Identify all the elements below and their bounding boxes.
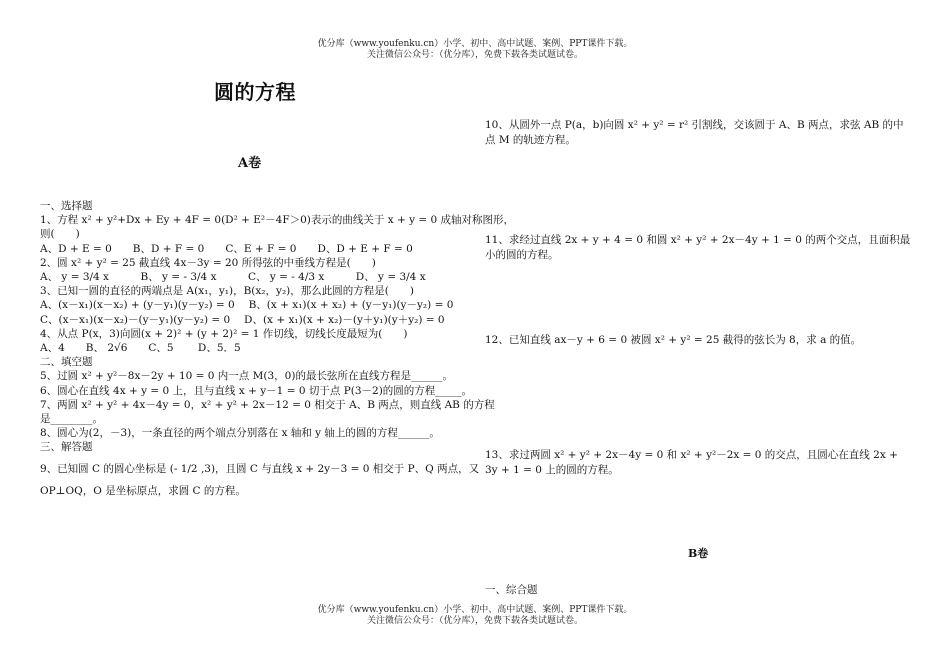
question-4: 4、从点 P(x，3)向圆(x + 2)² + (y + 2)² = 1 作切线，切线长度最短为( ) [40, 327, 408, 340]
question-4-options: A、4 B、 2√6 C、5 D、5．5 [40, 342, 241, 355]
question-3: 3、已知一圆的直径的两端点是 A(x₁，y₁)，B(x₂，y₂)，那么此圆的方程是( ) [40, 285, 414, 298]
question-6: 6、圆心在直线 4x + y = 0 上，且与直线 x + y－1 = 0 切于点 P(3－2)的圆的方程_____。 [40, 384, 473, 397]
question-7-cont: 是________。 [40, 413, 103, 426]
section-heading-answer: 三、解答题 [40, 441, 93, 454]
question-9-cont: OP⊥OQ，O 是坐标原点，求圆 C 的方程。 [40, 484, 246, 497]
question-3-options-cd: C、(x－x₁)(x－x₂)－(y－y₁)(y－y₂) = 0 D、(x + x₁)(x + x₂)－(y＋y₁)(y＋y₂) = 0 [40, 313, 445, 326]
volume-b-heading: B卷 [688, 547, 709, 560]
question-11: 11、求经过直线 2x + y + 4 = 0 和圆 x² + y² + 2x－4y + 1 = 0 的两个交点，且面积最小的圆的方程。 [485, 234, 911, 261]
question-8: 8、圆心为(2，－3)，一条直径的两个端点分别落在 x 轴和 y 轴上的圆的方程______。 [40, 427, 440, 440]
header-line-2: 关注微信公众号：（优分库），免费下载各类试题试卷。 [366, 50, 583, 60]
section-heading-comprehensive: 一、综合题 [485, 584, 538, 596]
question-2-options: A、 y = 3/4 x B、 y = - 3/4 x C、 y = - 4/3 x D、 y = 3/4 x [40, 271, 426, 284]
question-13: 13、求过两圆 x² + y² + 2x－4y = 0 和 x² + y²－2x = 0 的交点，且圆心在直线 2x + 3y + 1 = 0 上的圆的方程。 [485, 449, 898, 476]
question-1-options: A、D + E = 0 B、D + F = 0 C、E + F = 0 D、D + E + F = 0 [40, 242, 413, 255]
section-heading-choice: 一、选择题 [40, 200, 93, 212]
question-1: 1、方程 x² + y²+Dx + Ey + 4F = 0(D² + E²－4F＞0)表示的曲线关于 x + y = 0 成轴对称图形， [40, 214, 515, 227]
volume-a-heading: A卷 [238, 156, 262, 171]
header-line-1: 优分库（www.youfenku.cn）小学、初中、高中试题、案例、PPT课件下载。 [317, 39, 633, 49]
question-10: 10、从圆外一点 P(a，b)向圆 x² + y² = r² 引割线，交该圆于 A、B 两点，求弦 AB 的中点 M 的轨迹方程。 [485, 119, 904, 146]
question-3-options-ab: A、(x－x₁)(x－x₂) + (y－y₁)(y－y₂) = 0 B、(x + x₁)(x + x₂) + (y－y₁)(y－y₂) = 0 [40, 299, 454, 312]
question-12: 12、已知直线 ax－y + 6 = 0 被圆 x² + y² = 25 截得的弦长为 8，求 a 的值。 [485, 334, 862, 346]
page-header [0, 39, 950, 61]
document-title: 圆的方程 [214, 80, 296, 104]
page-footer [0, 605, 950, 627]
question-2: 2、圆 x² + y² = 25 截直线 4x－3y = 20 所得弦的中垂线方程是( ) [40, 256, 376, 269]
footer-line-1: 优分库（www.youfenku.cn）小学、初中、高中试题、案例、PPT课件下载。 [317, 605, 633, 615]
question-7: 7、两圆 x² + y² + 4x－4y = 0，x² + y² + 2x－12 = 0 相交于 A、B 两点，则直线 AB 的方程 [40, 398, 495, 411]
left-column [40, 199, 515, 498]
question-9: 9、已知圆 C 的圆心坐标是 (- 1/2 ,3)，且圆 C 与直线 x + 2y－3 = 0 相交于 P、Q 两点，又 [40, 462, 480, 475]
section-heading-fill: 二、填空题 [40, 356, 93, 369]
question-5: 5、过圆 x² + y²－8x－2y + 10 = 0 内一点 M(3，0)的最长弦所在直线方程是______。 [40, 370, 453, 383]
footer-line-2: 关注微信公众号：（优分库），免费下载各类试题试卷。 [366, 616, 583, 626]
question-1-cont: 则( ) [40, 228, 80, 241]
